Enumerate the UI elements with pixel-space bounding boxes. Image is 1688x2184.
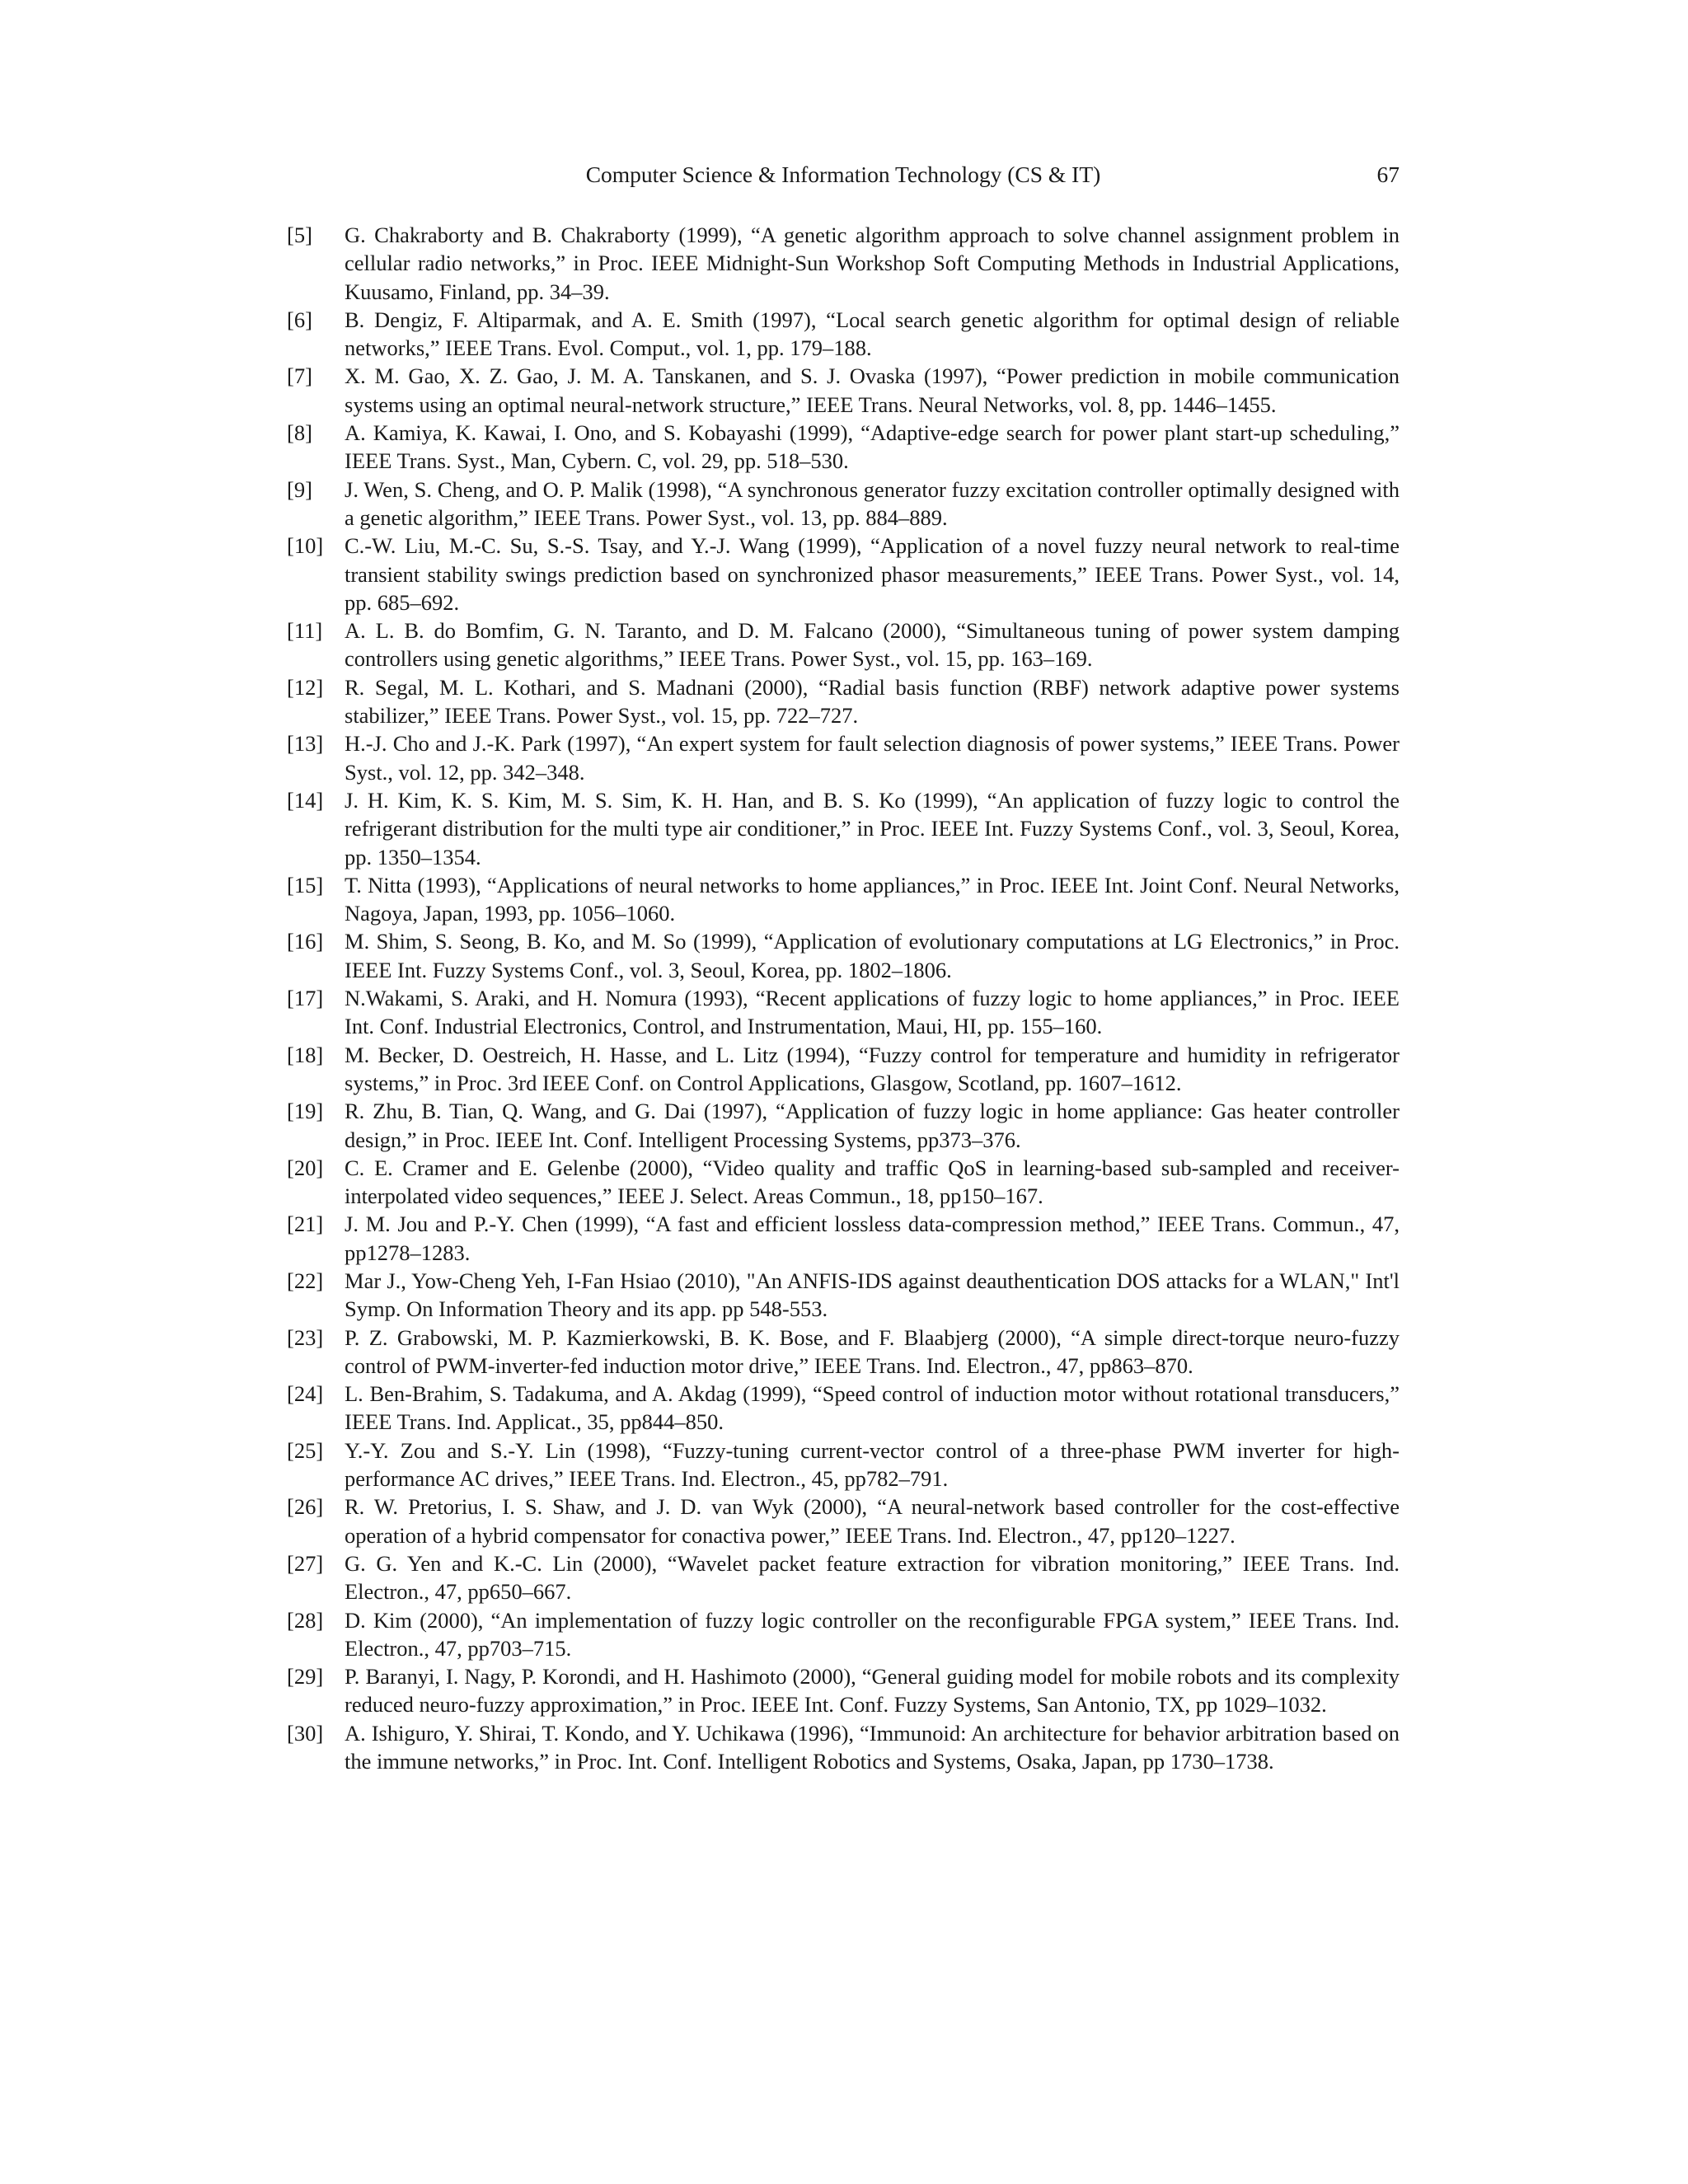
reference-number: [6] xyxy=(287,307,312,332)
reference-item xyxy=(287,1210,1400,1267)
reference-text: Y.-Y. Zou and S.-Y. Lin (1998), “Fuzzy-tuning current-vector control of a three-phase PWM inverter for high-performance AC drives,” IEEE Trans. Ind. Electron., 45, pp782–791. xyxy=(345,1437,1400,1492)
reference-number: [23] xyxy=(287,1324,324,1350)
reference-text: R. W. Pretorius, I. S. Shaw, and J. D. van Wyk (2000), “A neural-network based controller for the cost-effective operation of a hybrid compensator for conactiva power,” IEEE Trans. Ind. Electron., 47, pp120–1227. xyxy=(345,1494,1400,1548)
reference-item xyxy=(287,532,1400,616)
reference-item xyxy=(287,616,1400,673)
reference-text: T. Nitta (1993), “Applications of neural networks to home appliances,” in Proc. IEEE Int. Joint Conf. Neural Networks, Nagoya, Japan, 1993, pp. 1056–1060. xyxy=(345,872,1400,926)
reference-item xyxy=(287,927,1400,984)
reference-item xyxy=(287,871,1400,928)
reference-text: H.-J. Cho and J.-K. Park (1997), “An expert system for fault selection diagnosis of power systems,” IEEE Trans. Power Syst., vol. 12, pp. 342–348. xyxy=(345,731,1400,785)
reference-item xyxy=(287,1662,1400,1719)
reference-number: [20] xyxy=(287,1155,324,1180)
reference-number: [24] xyxy=(287,1381,324,1407)
reference-number: [14] xyxy=(287,787,324,813)
reference-item xyxy=(287,1267,1400,1324)
reference-number: [29] xyxy=(287,1664,324,1690)
reference-text: M. Shim, S. Seong, B. Ko, and M. So (1999), “Application of evolutionary computations at LG Electronics,” in Proc. IEEE Int. Fuzzy Systems Conf., vol. 3, Seoul, Korea, pp. 1802–1806. xyxy=(345,929,1400,982)
reference-item xyxy=(287,1436,1400,1493)
reference-item xyxy=(287,984,1400,1041)
reference-number: [5] xyxy=(287,223,312,247)
reference-text: C. E. Cramer and E. Gelenbe (2000), “Video quality and traffic QoS in learning-based sub-sampled and receiver-interpolated video sequences,” IEEE J. Select. Areas Commun., 18, pp150–167. xyxy=(345,1155,1400,1209)
reference-text: J. H. Kim, K. S. Kim, M. S. Sim, K. H. Han, and B. S. Ko (1999), “An application of fuzzy logic to control the refrigerant distribution for the multi type air conditioner,” in Proc. IEEE Int. Fuzzy Systems Conf., vol. 3, Seoul, Korea, pp. 1350–1354. xyxy=(345,787,1400,869)
page-number: 67 xyxy=(1376,162,1400,187)
reference-number: [18] xyxy=(287,1042,324,1067)
reference-item xyxy=(287,729,1400,786)
reference-number: [12] xyxy=(287,674,324,700)
reference-number: [21] xyxy=(287,1212,324,1237)
reference-item xyxy=(287,1154,1400,1211)
reference-number: [7] xyxy=(287,363,312,389)
reference-text: P. Baranyi, I. Nagy, P. Korondi, and H. Hashimoto (2000), “General guiding model for mobile robots and its complexity reduced neuro-fuzzy approximation,” in Proc. IEEE Int. Conf. Fuzzy Systems, San Antonio, TX, pp 1029–1032. xyxy=(345,1664,1400,1718)
reference-number: [10] xyxy=(287,533,324,559)
reference-number: [17] xyxy=(287,986,324,1011)
reference-text: G. Chakraborty and B. Chakraborty (1999), “A genetic algorithm approach to solve channel assignment problem in cellular radio networks,” in Proc. IEEE Midnight-Sun Workshop Soft Computing Methods in Industrial Applications, Kuusamo, Finland, pp. 34–39. xyxy=(345,223,1400,304)
reference-item xyxy=(287,419,1400,476)
reference-item xyxy=(287,362,1400,419)
reference-text: J. M. Jou and P.-Y. Chen (1999), “A fast and efficient lossless data-compression method,” IEEE Trans. Commun., 47, pp1278–1283. xyxy=(345,1212,1400,1265)
reference-item xyxy=(287,1493,1400,1549)
reference-number: [13] xyxy=(287,731,324,757)
reference-item xyxy=(287,221,1400,306)
reference-text: P. Z. Grabowski, M. P. Kazmierkowski, B. K. Bose, and F. Blaabjerg (2000), “A simple direct-torque neuro-fuzzy control of PWM-inverter-fed induction motor drive,” IEEE Trans. Ind. Electron., 47, pp863–870. xyxy=(345,1324,1400,1378)
reference-item xyxy=(287,1719,1400,1776)
reference-list xyxy=(287,221,1400,1775)
journal-title: Computer Science & Information Technology (CS & IT) xyxy=(585,162,1101,187)
reference-text: L. Ben-Brahim, S. Tadakuma, and A. Akdag (1999), “Speed control of induction motor without rotational transducers,” IEEE Trans. Ind. Applicat., 35, pp844–850. xyxy=(345,1381,1400,1435)
reference-number: [26] xyxy=(287,1494,324,1520)
reference-number: [11] xyxy=(287,618,323,644)
reference-text: G. G. Yen and K.-C. Lin (2000), “Wavelet packet feature extraction for vibration monitoring,” IEEE Trans. Ind. Electron., 47, pp650–667. xyxy=(345,1550,1400,1605)
reference-text: R. Segal, M. L. Kothari, and S. Madnani (2000), “Radial basis function (RBF) network adaptive power systems stabilizer,” IEEE Trans. Power Syst., vol. 15, pp. 722–727. xyxy=(345,674,1400,729)
reference-number: [22] xyxy=(287,1268,324,1293)
reference-text: A. L. B. do Bomfim, G. N. Taranto, and D. M. Falcano (2000), “Simultaneous tuning of power system damping controllers using genetic algorithms,” IEEE Trans. Power Syst., vol. 15, pp. 163–169. xyxy=(345,618,1400,672)
reference-text: J. Wen, S. Cheng, and O. P. Malik (1998), “A synchronous generator fuzzy excitation controller optimally designed with a genetic algorithm,” IEEE Trans. Power Syst., vol. 13, pp. 884–889. xyxy=(345,476,1400,530)
reference-text: N.Wakami, S. Araki, and H. Nomura (1993), “Recent applications of fuzzy logic to home appliances,” in Proc. IEEE Int. Conf. Industrial Electronics, Control, and Instrumentation, Maui, HI, pp. 155–160. xyxy=(345,986,1400,1039)
reference-number: [8] xyxy=(287,420,312,446)
reference-item xyxy=(287,1097,1400,1154)
reference-item xyxy=(287,1380,1400,1436)
reference-text: X. M. Gao, X. Z. Gao, J. M. A. Tanskanen, and S. J. Ovaska (1997), “Power prediction in mobile communication systems using an optimal neural-network structure,” IEEE Trans. Neural Networks, vol. 8, pp. 1446–1455. xyxy=(345,363,1400,417)
reference-number: [15] xyxy=(287,872,324,898)
reference-item xyxy=(287,1606,1400,1663)
reference-text: C.-W. Liu, M.-C. Su, S.-S. Tsay, and Y.-J. Wang (1999), “Application of a novel fuzzy neural network to real-time transient stability swings prediction based on synchronized phasor measurements,” IEEE Trans. Power Syst., vol. 14, pp. 685–692. xyxy=(345,533,1400,615)
reference-item xyxy=(287,1324,1400,1380)
reference-item xyxy=(287,786,1400,871)
reference-text: A. Ishiguro, Y. Shirai, T. Kondo, and Y. Uchikawa (1996), “Immunoid: An architecture for behavior arbitration based on the immune networks,” in Proc. Int. Conf. Intelligent Robotics and Systems, Osaka, Japan, pp 1730–1738. xyxy=(345,1720,1400,1774)
reference-number: [28] xyxy=(287,1607,324,1633)
reference-text: A. Kamiya, K. Kawai, I. Ono, and S. Kobayashi (1999), “Adaptive-edge search for power plant start-up scheduling,” IEEE Trans. Syst., Man, Cybern. C, vol. 29, pp. 518–530. xyxy=(345,420,1400,474)
reference-text: R. Zhu, B. Tian, Q. Wang, and G. Dai (1997), “Application of fuzzy logic in home appliance: Gas heater controller design,” in Proc. IEEE Int. Conf. Intelligent Processing Systems, pp373–376. xyxy=(345,1099,1400,1152)
reference-number: [30] xyxy=(287,1720,324,1746)
reference-text: B. Dengiz, F. Altiparmak, and A. E. Smith (1997), “Local search genetic algorithm for optimal design of reliable networks,” IEEE Trans. Evol. Comput., vol. 1, pp. 179–188. xyxy=(345,307,1400,361)
reference-number: [16] xyxy=(287,929,324,954)
reference-number: [27] xyxy=(287,1550,324,1576)
reference-number: [19] xyxy=(287,1099,324,1124)
reference-item xyxy=(287,673,1400,730)
reference-number: [9] xyxy=(287,476,312,502)
reference-number: [25] xyxy=(287,1437,324,1463)
reference-item xyxy=(287,476,1400,532)
reference-text: Mar J., Yow-Cheng Yeh, I-Fan Hsiao (2010), "An ANFIS-IDS against deauthentication DOS attacks for a WLAN," Int'l Symp. On Information Theory and its app. pp 548-553. xyxy=(345,1268,1400,1322)
running-header xyxy=(287,157,1400,193)
reference-text: D. Kim (2000), “An implementation of fuzzy logic controller on the reconfigurable FPGA system,” IEEE Trans. Ind. Electron., 47, pp703–715. xyxy=(345,1607,1400,1661)
reference-item xyxy=(287,306,1400,363)
reference-item xyxy=(287,1041,1400,1098)
reference-item xyxy=(287,1549,1400,1606)
reference-text: M. Becker, D. Oestreich, H. Hasse, and L. Litz (1994), “Fuzzy control for temperature and humidity in refrigerator systems,” in Proc. 3rd IEEE Conf. on Control Applications, Glasgow, Scotland, pp. 1607–1612. xyxy=(345,1042,1400,1095)
